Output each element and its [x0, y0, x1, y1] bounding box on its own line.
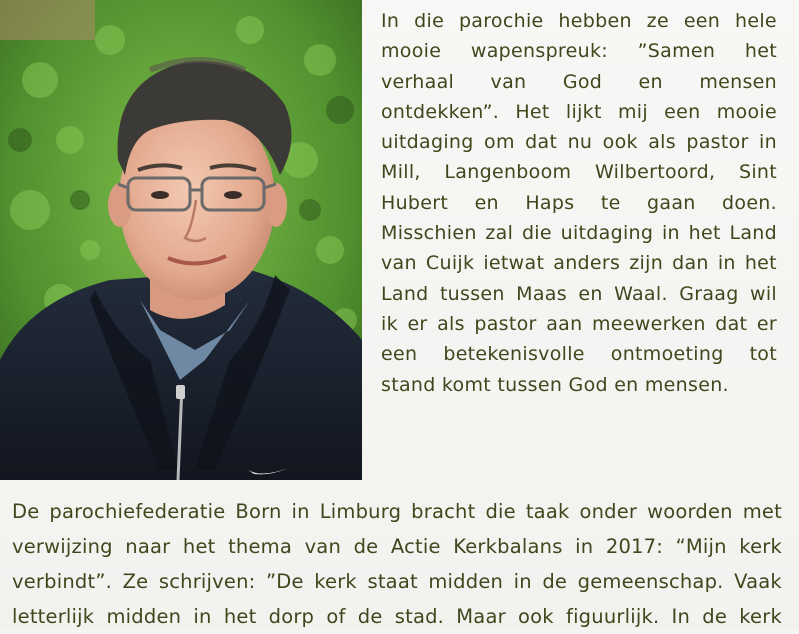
word: ”Samen	[637, 40, 716, 63]
text-line	[381, 6, 777, 36]
word: schrijven:	[158, 570, 256, 593]
word: midden	[428, 570, 504, 593]
word: de	[542, 570, 568, 593]
word: ze	[646, 10, 669, 32]
word: verbindt”.	[12, 570, 113, 593]
bottom-paragraph	[12, 494, 782, 634]
word: kerk	[739, 605, 782, 628]
word: Hubert	[381, 191, 449, 214]
word: hebben	[558, 10, 632, 32]
word: als	[648, 131, 676, 154]
word: wapenspreuk:	[470, 40, 608, 63]
text-line	[381, 36, 777, 66]
word: anders	[553, 252, 621, 275]
word: parochie	[458, 10, 544, 32]
word: mooie	[716, 100, 777, 123]
text-line	[381, 309, 777, 339]
word: hele	[735, 10, 777, 32]
text-line	[381, 218, 777, 248]
word: doen.	[722, 191, 777, 214]
word: in	[759, 131, 777, 154]
word: of	[326, 605, 346, 628]
text-line	[381, 67, 777, 97]
word: en	[578, 282, 603, 305]
word: ontmoeting	[610, 343, 724, 366]
word: naar	[125, 535, 171, 558]
text-line	[12, 599, 782, 634]
word: letterlijk	[12, 605, 95, 628]
word: Actie	[390, 535, 441, 558]
word: tussen	[439, 282, 505, 305]
text-line	[381, 188, 777, 218]
word: ontdekken”.	[381, 100, 500, 123]
word: in	[661, 222, 680, 245]
word: Land	[381, 282, 429, 305]
word: God	[562, 70, 603, 93]
right-paragraph	[381, 6, 777, 400]
word: Graag	[679, 282, 739, 305]
word: de	[702, 605, 728, 628]
word: zijn	[629, 252, 664, 275]
word: Kerkbalans	[453, 535, 563, 558]
word: wil	[750, 282, 777, 305]
word: Sint	[738, 161, 777, 184]
word: uitdaging	[381, 131, 474, 154]
word: betekenisvolle	[443, 343, 585, 366]
word: ook	[602, 131, 638, 154]
word: in	[291, 500, 310, 523]
word: dorp	[268, 605, 315, 628]
word: Land	[729, 222, 777, 245]
word: onder	[579, 500, 638, 523]
word: ook	[518, 605, 554, 628]
word: die	[414, 10, 445, 32]
word: Ze	[122, 570, 149, 593]
word: In	[671, 605, 691, 628]
word: gaan	[647, 191, 696, 214]
word: Misschien	[381, 222, 477, 245]
word: een	[683, 10, 721, 32]
word: kerk	[739, 535, 782, 558]
word: te	[600, 191, 621, 214]
word: Born	[235, 500, 282, 523]
word: die	[521, 222, 552, 245]
word: aan	[546, 312, 583, 335]
word: ”De	[265, 570, 304, 593]
word: die	[485, 500, 516, 523]
text-line	[381, 248, 777, 278]
word: thema	[228, 535, 293, 558]
word: staat	[367, 570, 418, 593]
text-line	[381, 339, 777, 369]
word: stad.	[394, 605, 445, 628]
word: om	[484, 131, 515, 154]
text-line	[381, 127, 777, 157]
word: Vaak	[734, 570, 782, 593]
word: het	[223, 605, 257, 628]
word: “Mijn	[675, 535, 727, 558]
text-line	[381, 279, 777, 309]
word: mooie	[381, 40, 442, 63]
word: woorden	[647, 500, 733, 523]
word: met	[742, 500, 782, 523]
word: van	[490, 70, 527, 93]
text-line: stand komt tussen God en mensen.	[381, 373, 729, 396]
word: De	[12, 500, 40, 523]
word: verhaal	[381, 70, 455, 93]
word: mensen	[699, 70, 777, 93]
text-line	[12, 494, 782, 529]
word: Haps	[525, 191, 575, 214]
word: parochiefederatie	[49, 500, 226, 523]
word: mij	[617, 100, 648, 123]
word: In	[381, 10, 400, 32]
word: een	[664, 100, 701, 123]
word: meewerken	[592, 312, 706, 335]
word: pastor	[686, 131, 749, 154]
word: en	[638, 70, 663, 93]
word: nu	[567, 131, 593, 154]
word: Waal.	[614, 282, 668, 305]
word: ik	[381, 312, 398, 335]
word: dat	[715, 312, 748, 335]
word: in	[575, 535, 594, 558]
word: kerk	[314, 570, 357, 593]
text-line	[12, 564, 782, 599]
word: Limburg	[319, 500, 402, 523]
word: Cuijk	[425, 252, 475, 275]
word: Maas	[516, 282, 567, 305]
word: in	[513, 570, 532, 593]
word: het	[182, 535, 216, 558]
word: in	[717, 252, 736, 275]
word: het	[744, 40, 777, 63]
word: Mill,	[381, 161, 421, 184]
word: van	[304, 535, 342, 558]
word: dan	[672, 252, 709, 275]
word: verwijzing	[12, 535, 113, 558]
word: de	[357, 605, 383, 628]
word: lijkt	[565, 100, 602, 123]
word: midden	[106, 605, 182, 628]
word: zal	[485, 222, 514, 245]
word: een	[381, 343, 418, 366]
word: als	[437, 312, 465, 335]
portrait-photo	[0, 0, 362, 480]
word: in	[193, 605, 212, 628]
word: van	[381, 252, 417, 275]
word: er	[407, 312, 428, 335]
word: gemeenschap.	[577, 570, 724, 593]
word: 2017:	[605, 535, 664, 558]
word: dat	[525, 131, 558, 154]
word: ietwat	[483, 252, 545, 275]
word: Het	[515, 100, 550, 123]
word: er	[756, 312, 777, 335]
word: pastor	[474, 312, 537, 335]
word: tot	[749, 343, 777, 366]
text-line	[381, 157, 777, 187]
text-line	[381, 97, 777, 127]
word: het	[688, 222, 721, 245]
word: de	[353, 535, 379, 558]
text-line	[12, 529, 782, 564]
word: bracht	[411, 500, 476, 523]
word: Maar	[456, 605, 506, 628]
word: Wilbertoord,	[594, 161, 716, 184]
word: Langenboom	[444, 161, 572, 184]
word: figuurlijk.	[566, 605, 660, 628]
word: taak	[525, 500, 570, 523]
word: uitdaging	[560, 222, 654, 245]
word: en	[474, 191, 499, 214]
word: het	[744, 252, 777, 275]
